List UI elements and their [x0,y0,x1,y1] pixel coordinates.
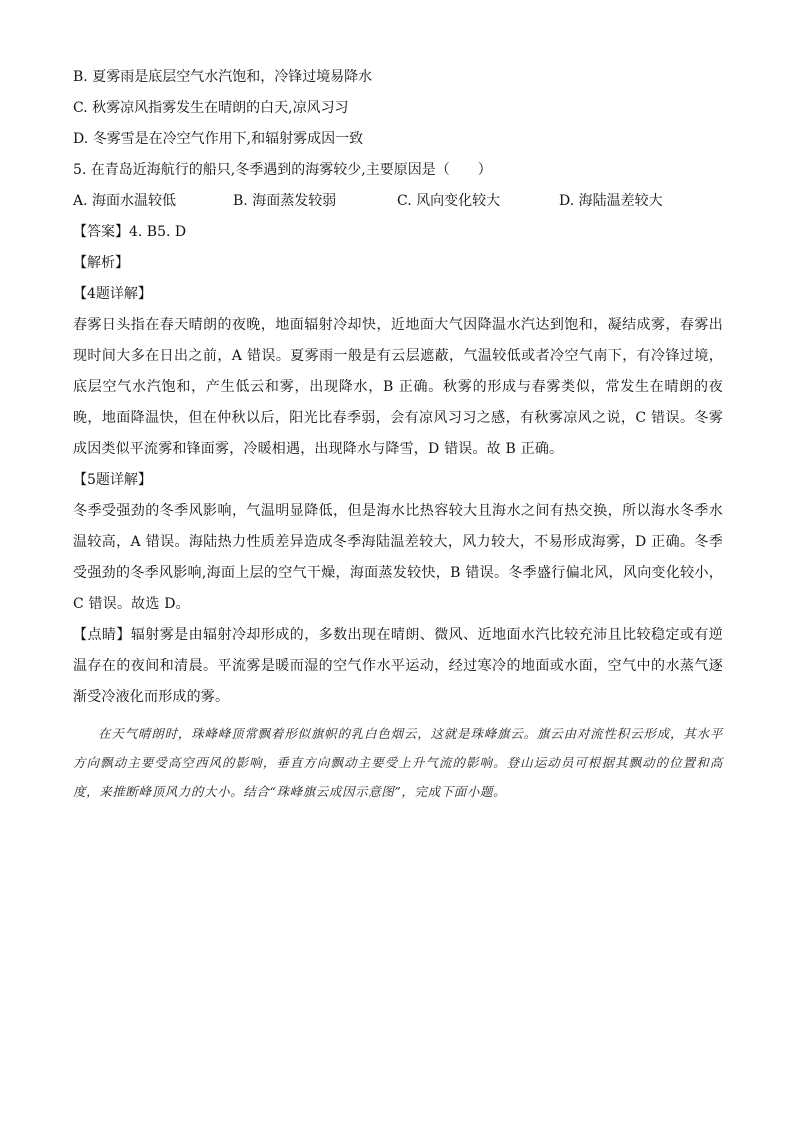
comment-body: 辐射雾是由辐射冷却形成的，多数出现在晴朗、微风、近地面水汽比较充沛且比较稳定或有逆温存在的夜间和清晨。平流雾是暖而湿的空气作水平运动，经过寒冷的地面或水面，空气中的水蒸气逐渐受冷液化而形成的雾。 [73,627,723,705]
q4-option-d: D. 冬雾雪是在冷空气作用下,和辐射雾成因一致 [73,131,364,147]
q5-detail-title: 【5题详解】 [73,472,152,488]
comment-title: 【点睛】 [73,627,131,643]
q4-detail-body: 春雾日头指在春天晴朗的夜晚，地面辐射冷却快，近地面大气因降温水汽达到饱和，凝结成雾，春雾出现时间大多在日出之前，A 错误。夏雾雨一般是有云层遮蔽，气温较低或者冷空气南下，有冷锋过境，底层空气水汽饱和，产生低云和雾，出现降水，B 正确。秋雾的形成与春雾类似，常发生在晴朗的夜晚，地面降温快，但在仲秋以后，阳光比春季弱，会有凉风习习之感，有秋雾凉风之说，C 错误。冬雾成因类似平流雾和锋面雾，冷暖相遇，出现降水与降雪，D 错误。故 B 正确。 [73,317,723,457]
document-page [73,62,723,819]
q5-option-a: A. 海面水温较低 [73,193,177,209]
q5-option-b: B. 海面蒸发较弱 [233,193,337,209]
answer-line: 【答案】4. B5. D [73,224,187,240]
q5-stem: 5. 在青岛近海航行的船只,冬季遇到的海雾较少,主要原因是（ ） [73,162,492,178]
q5-option-c: C. 风向变化较大 [397,193,501,209]
q5-option-d: D. 海陆温差较大 [559,193,663,209]
q5-options [73,186,723,217]
q4-option-c: C. 秋雾凉风指雾发生在晴朗的白天,凉风习习 [73,100,349,116]
q4-detail-title: 【4题详解】 [73,286,152,302]
analysis-label: 【解析】 [73,255,129,271]
comment-paragraph [73,620,723,713]
q5-detail-body: 冬季受强劲的冬季风影响，气温明显降低，但是海水比热容较大且海水之间有热交换，所以海水冬季水温较高，A 错误。海陆热力性质差异造成冬季海陆温差较大，风力较大，不易形成海雾，D 正确。冬季受强劲的冬季风影响,海面上层的空气干燥，海面蒸发较快，B 错误。冬季盛行偏北风，风向变化较小，C 错误。故选 D。 [73,503,723,612]
next-question-material: 在天气晴朗时，珠峰峰顶常飘着形似旗帜的乳白色烟云，这就是珠峰旗云。旗云由对流性积云形成，其水平方向飘动主要受高空西风的影响，垂直方向飘动主要受上升气流的影响。登山运动员可根据其飘动的位置和高度，来推断峰顶风力的大小。结合“珠峰旗云成因示意图”，完成下面小题。 [73,726,723,799]
q4-option-b: B. 夏雾雨是底层空气水汽饱和，冷锋过境易降水 [73,69,373,85]
